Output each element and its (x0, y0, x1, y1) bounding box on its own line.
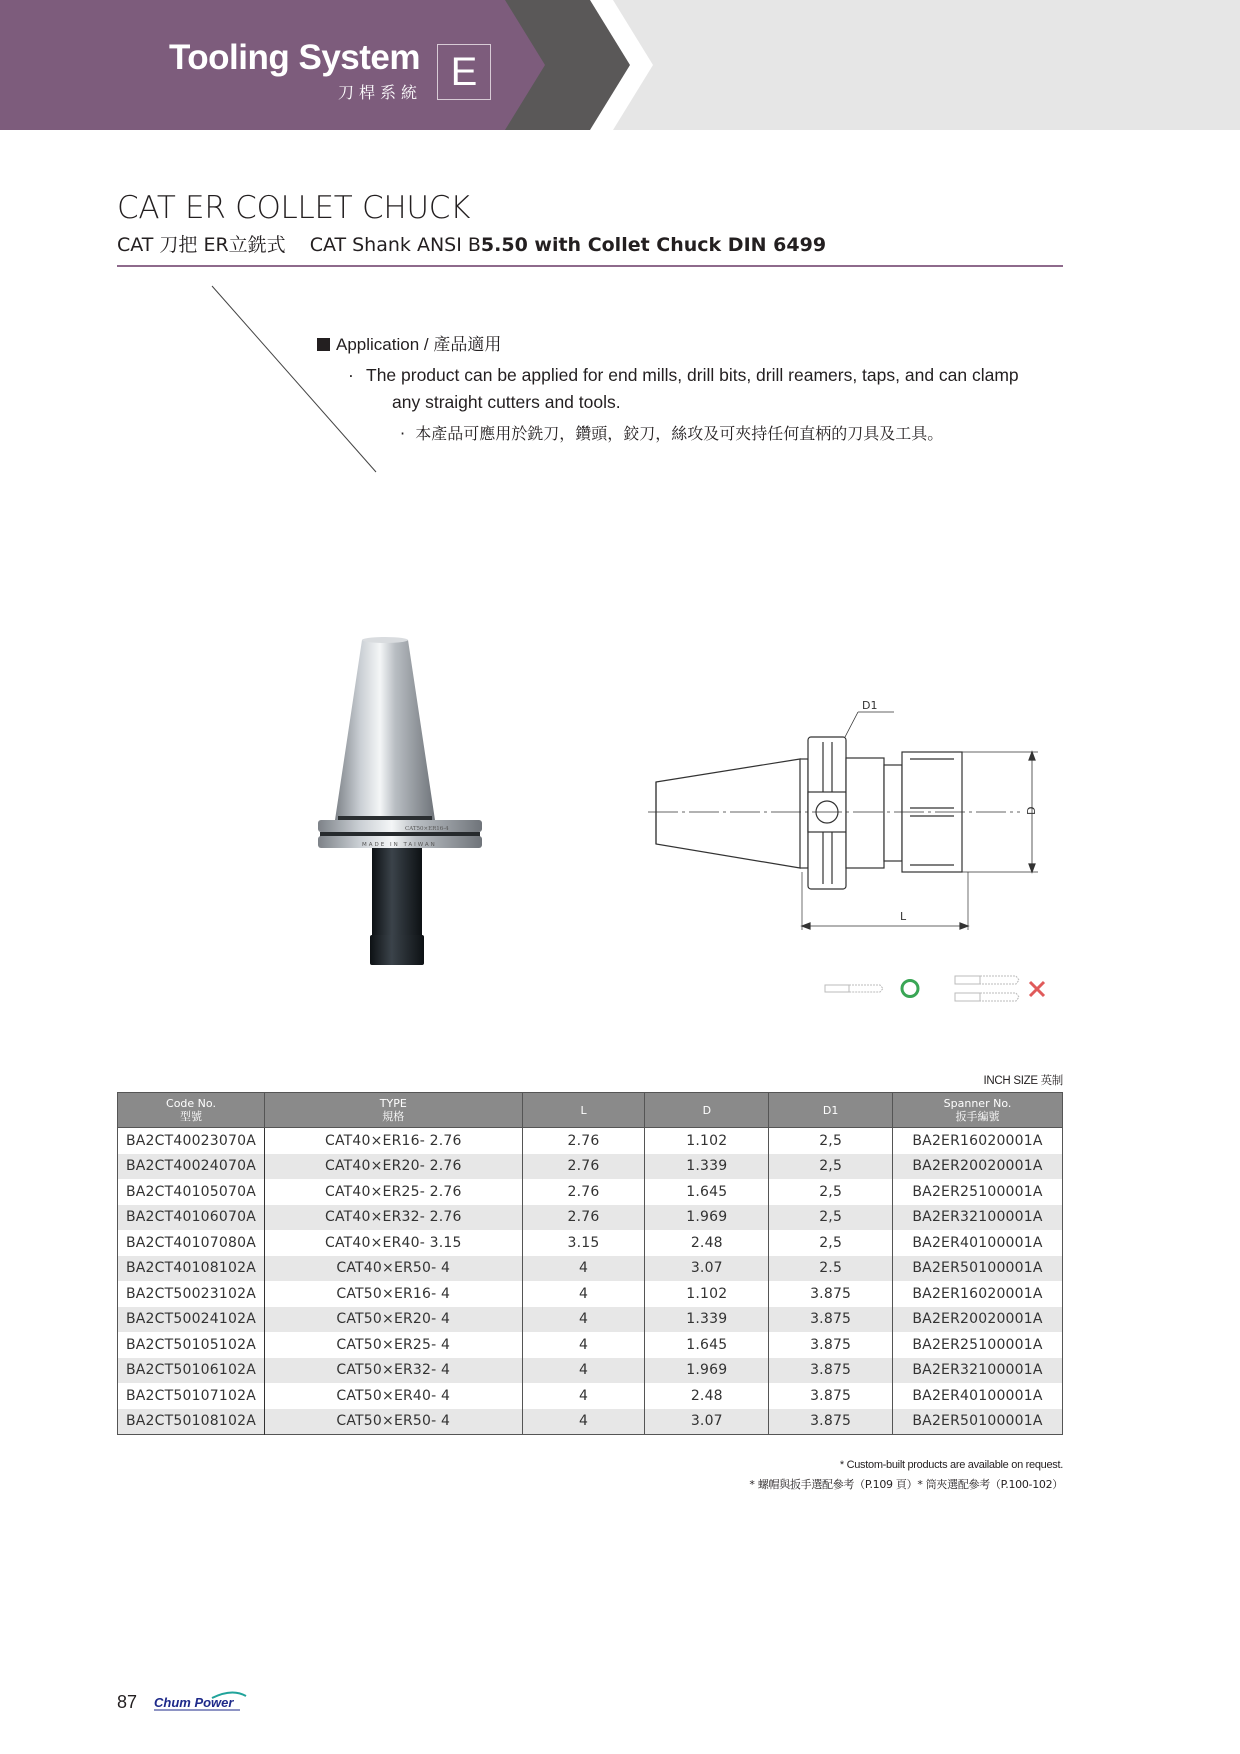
cell-d: 1.102 (645, 1281, 769, 1307)
table-row (118, 1179, 1063, 1205)
cell-d1: 3.875 (769, 1409, 893, 1435)
cell-d1: 3.875 (769, 1383, 893, 1409)
ok-circle-icon (902, 981, 918, 997)
cell-type: CAT40×ER32- 2.76 (264, 1205, 522, 1231)
section-letter-badge: E (437, 44, 491, 100)
col-header-spanner: Spanner No. 扳手編號 (893, 1093, 1063, 1128)
col-header-d: D (645, 1093, 769, 1128)
dim-label-l: L (900, 910, 907, 923)
col-header-code: Code No. 型號 (118, 1093, 265, 1128)
cell-code: BA2CT40105070A (118, 1179, 265, 1205)
cell-code: BA2CT50023102A (118, 1281, 265, 1307)
taper-cone (335, 640, 435, 820)
subtitle-en-light: CAT Shank ANSI B (309, 234, 481, 256)
cell-d: 3.07 (645, 1409, 769, 1435)
cell-code: BA2CT40024070A (118, 1154, 265, 1180)
square-bullet-icon (317, 338, 330, 351)
cell-l: 2.76 (522, 1179, 645, 1205)
cell-d: 2.48 (645, 1383, 769, 1409)
cell-l: 2.76 (522, 1205, 645, 1231)
cell-d: 1.645 (645, 1179, 769, 1205)
cell-d1: 3.875 (769, 1358, 893, 1384)
decorative-diagonal-line (0, 0, 400, 480)
cell-l: 4 (522, 1307, 645, 1333)
unit-label: INCH SIZE 英制 (983, 1075, 1063, 1087)
cell-spanner: BA2ER32100001A (893, 1205, 1063, 1231)
cell-type: CAT50×ER20- 4 (264, 1307, 522, 1333)
cell-d: 1.339 (645, 1154, 769, 1180)
cell-spanner: BA2ER20020001A (893, 1154, 1063, 1180)
product-photo (310, 630, 490, 970)
table-row (118, 1332, 1063, 1358)
col-header-type: TYPE 規格 (264, 1093, 522, 1128)
table-row (118, 1230, 1063, 1256)
cell-d: 1.339 (645, 1307, 769, 1333)
table-header-row (118, 1093, 1063, 1128)
cell-l: 4 (522, 1332, 645, 1358)
cell-spanner: BA2ER16020001A (893, 1128, 1063, 1154)
cell-code: BA2CT40106070A (118, 1205, 265, 1231)
cell-d1: 2.5 (769, 1256, 893, 1282)
cell-code: BA2CT40023070A (118, 1128, 265, 1154)
cell-code: BA2CT50107102A (118, 1383, 265, 1409)
stepped-shank-tool-icon (955, 976, 1019, 1001)
straight-shank-tool-icon (825, 985, 883, 992)
table-row (118, 1307, 1063, 1333)
table-row (118, 1256, 1063, 1282)
cell-d: 3.07 (645, 1256, 769, 1282)
brand-name: Chum Power (154, 1695, 234, 1710)
cell-d1: 2,5 (769, 1128, 893, 1154)
application-text-zh (400, 421, 943, 444)
collet-nut (370, 935, 424, 965)
application-en-line1: The product can be applied for end mills, drill bits, drill reamers, taps, and can clamp (366, 365, 1019, 385)
cell-d: 1.102 (645, 1128, 769, 1154)
cell-d1: 2,5 (769, 1179, 893, 1205)
cell-type: CAT50×ER50- 4 (264, 1409, 522, 1435)
cell-spanner: BA2ER50100001A (893, 1256, 1063, 1282)
cell-spanner: BA2ER32100001A (893, 1358, 1063, 1384)
footnote-reference: * 螺帽與扳手選配參考（P.109 頁）* 筒夾選配參考（P.100-102） (749, 1478, 1063, 1491)
flange-upper (318, 820, 482, 832)
cell-code: BA2CT40107080A (118, 1230, 265, 1256)
not-suitable-cross-icon (1030, 982, 1044, 996)
application-heading (317, 330, 501, 355)
cell-spanner: BA2ER16020001A (893, 1281, 1063, 1307)
bullet-dot: · (348, 365, 354, 385)
engraving-model: CAT50×ER16-4 (405, 826, 449, 832)
footnotes (749, 1455, 1063, 1495)
cell-d: 1.645 (645, 1332, 769, 1358)
cell-spanner: BA2ER50100001A (893, 1409, 1063, 1435)
cell-l: 4 (522, 1281, 645, 1307)
dim-label-d: D (1025, 806, 1038, 815)
cell-type: CAT40×ER25- 2.76 (264, 1179, 522, 1205)
cell-l: 3.15 (522, 1230, 645, 1256)
cell-d1: 2,5 (769, 1230, 893, 1256)
cell-type: CAT50×ER25- 4 (264, 1332, 522, 1358)
cell-d: 1.969 (645, 1358, 769, 1384)
tool-suitability-legend (820, 970, 1060, 1010)
cell-type: CAT50×ER16- 4 (264, 1281, 522, 1307)
table-row (118, 1128, 1063, 1154)
cell-spanner: BA2ER25100001A (893, 1179, 1063, 1205)
page-title: CAT ER COLLET CHUCK (117, 190, 471, 226)
application-heading-text: Application / 產品適用 (336, 335, 502, 354)
cell-code: BA2CT40108102A (118, 1256, 265, 1282)
cell-l: 2.76 (522, 1154, 645, 1180)
banner-title: Tooling System (169, 38, 420, 77)
spec-table (117, 1092, 1063, 1435)
table-row (118, 1281, 1063, 1307)
col-header-l: L (522, 1093, 645, 1128)
cell-d: 2.48 (645, 1230, 769, 1256)
technical-drawing (640, 690, 1060, 930)
engraving-origin: MADE IN TAIWAN (362, 842, 437, 848)
subtitle-en-bold: 5.50 with Collet Chuck DIN 6499 (480, 234, 827, 256)
cell-type: CAT50×ER40- 4 (264, 1383, 522, 1409)
cell-spanner: BA2ER40100001A (893, 1383, 1063, 1409)
cell-spanner: BA2ER40100001A (893, 1230, 1063, 1256)
cell-d1: 3.875 (769, 1281, 893, 1307)
table-row (118, 1358, 1063, 1384)
cell-type: CAT40×ER20- 2.76 (264, 1154, 522, 1180)
table-body (118, 1128, 1063, 1435)
cell-d1: 2,5 (769, 1154, 893, 1180)
cell-code: BA2CT50106102A (118, 1358, 265, 1384)
application-text-en (348, 362, 1068, 416)
table-row (118, 1409, 1063, 1435)
cell-l: 4 (522, 1358, 645, 1384)
footnote-custom: * Custom-built products are available on request. (839, 1459, 1063, 1471)
banner-bg-light (600, 0, 1240, 130)
table-row (118, 1205, 1063, 1231)
cell-type: CAT40×ER50- 4 (264, 1256, 522, 1282)
cell-l: 4 (522, 1256, 645, 1282)
cell-d: 1.969 (645, 1205, 769, 1231)
application-en-line2: any straight cutters and tools. (392, 392, 621, 412)
table-row (118, 1154, 1063, 1180)
col-header-d1: D1 (769, 1093, 893, 1128)
shank-body (372, 848, 422, 940)
cell-d1: 2,5 (769, 1205, 893, 1231)
application-zh-text: 本產品可應用於銑刀，鑽頭，鉸刀，絲攻及可夾持任何直柄的刀具及工具。 (415, 424, 944, 443)
cell-spanner: BA2ER25100001A (893, 1332, 1063, 1358)
cell-type: CAT40×ER16- 2.76 (264, 1128, 522, 1154)
brand-logo (152, 1688, 252, 1714)
page-number: 87 (117, 1692, 138, 1712)
bullet-dot: · (400, 424, 406, 443)
cell-code: BA2CT50105102A (118, 1332, 265, 1358)
cell-l: 2.76 (522, 1128, 645, 1154)
cell-l: 4 (522, 1383, 645, 1409)
cell-spanner: BA2ER20020001A (893, 1307, 1063, 1333)
dim-label-d1: D1 (862, 699, 878, 712)
cell-code: BA2CT50024102A (118, 1307, 265, 1333)
cell-type: CAT50×ER32- 4 (264, 1358, 522, 1384)
banner-subtitle: 刀桿系統 (337, 83, 422, 102)
cell-l: 4 (522, 1409, 645, 1435)
cell-code: BA2CT50108102A (118, 1409, 265, 1435)
subtitle-zh: CAT 刀把 ER立銑式 (117, 234, 286, 256)
cell-type: CAT40×ER40- 3.15 (264, 1230, 522, 1256)
table-row (118, 1383, 1063, 1409)
cell-d1: 3.875 (769, 1307, 893, 1333)
cell-d1: 3.875 (769, 1332, 893, 1358)
